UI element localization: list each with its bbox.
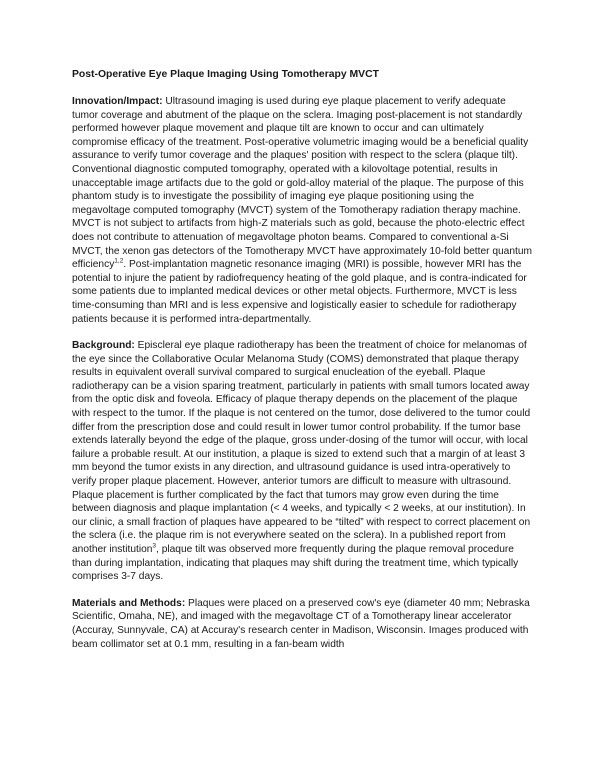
background-citation: 3	[152, 542, 157, 550]
background-heading: Background:	[72, 340, 135, 352]
background-text-b: , plaque tilt was observed more frequently during the plaque removal procedure than during implantation, indicating that plaques may shift during the treatment time, which typically comprises 3-7 days.	[72, 544, 519, 583]
innovation-citation: 1,2	[114, 257, 124, 265]
innovation-text-a: Ultrasound imaging is used during eye plaque placement to verify adequate tumor coverage and abutment of the plaque on the sclera. Imaging post-placement is not standardly performed however plaque movement and plaque tilt are known to occur and can ultimately compromise efficacy of the treatment. Post-operative volumetric imaging would be a beneficial quality assurance to verify tumor coverage and the plaques' position with respect to the sclera (plaque tilt). Conventional diagnostic computed tomography, operated with a kilovoltage potential, results in unacceptable image artifacts due to the gold or gold-alloy material of the plaque. The purpose of this phantom study is to investigate the possibility of imaging eye plaque positioning using the megavoltage computed tomography (MVCT) system of the Tomotherapy radiation therapy machine. MVCT is not subject to artifacts from high-Z materials such as gold, because the photo-electric effect does not contribute to attenuation of megavoltage photon beams. Compared to conventional a-Si MVCT, the xenon gas detectors of the Tomotherapy MVCT have approximately 10-fold better quantum efficiency	[72, 96, 533, 271]
background-paragraph	[72, 339, 534, 584]
background-text-a: Episcleral eye plaque radiotherapy has been the treatment of choice for melanomas of the eye since the Collaborative Ocular Melanoma Study (COMS) demonstrated that plaque therapy results in equivalent overall survival compared to surgical enucleation of the eyeball. Plaque radiotherapy can be a vision sparing treatment, particularly in patients with small tumors located away from the optic disk and foveola. Efficacy of plaque therapy depends on the placement of the plaque with respect to the tumor. If the plaque is not centered on the tumor, dose delivered to the tumor could differ from the prescription dose and could result in lower tumor control probability. If the tumor base extends laterally beyond the edge of the plaque, gross under-dosing of the tumor will occur, with local failure a probable result. At our institution, a plaque is sized to extend such that a margin of at least 3 mm beyond the tumor exists in any direction, and ultrasound guidance is used intra-operatively to verify proper plaque placement. However, anterior tumors are difficult to measure with ultrasound. Plaque placement is further complicated by the fact that tumors may grow even during the time between diagnosis and plaque implantation (< 4 weeks, and typically < 2 weeks, at our institution). In our clinic, a small fraction of plaques have appeared to be “tilted” with respect to correct placement on the sclera (i.e. the plaque rim is not everywhere seated on the sclera). In a published report from another institution	[72, 340, 531, 555]
document-title: Post-Operative Eye Plaque Imaging Using Tomotherapy MVCT	[72, 69, 379, 80]
innovation-paragraph	[72, 95, 534, 326]
methods-heading: Materials and Methods:	[72, 597, 186, 609]
methods-text: Plaques were placed on a preserved cow's eye (diameter 40 mm; Nebraska Scientific, Omaha, NE), and imaged with the megavoltage CT of a Tomotherapy linear accelerator (Accuray, Sunnyvale, CA) at Accuray's research center in Madison, Wisconsin. Images produced with beam collimator set at 0.1 mm, resulting in a fan-beam width	[72, 597, 530, 650]
innovation-text-b: . Post-implantation magnetic resonance imaging (MRI) is possible, however MRI has the potential to injure the patient by radiofrequency heating of the gold plaque, and is contra-indicated for some patients due to implanted medical devices or other metal objects. Furthermore, MVCT is less time-consuming than MRI and is less expensive and logistically easier to schedule for radiotherapy patients because it is performed intra-departmentally.	[72, 259, 527, 325]
document-page	[72, 68, 534, 664]
innovation-heading: Innovation/Impact:	[72, 96, 163, 107]
methods-paragraph	[72, 597, 534, 651]
